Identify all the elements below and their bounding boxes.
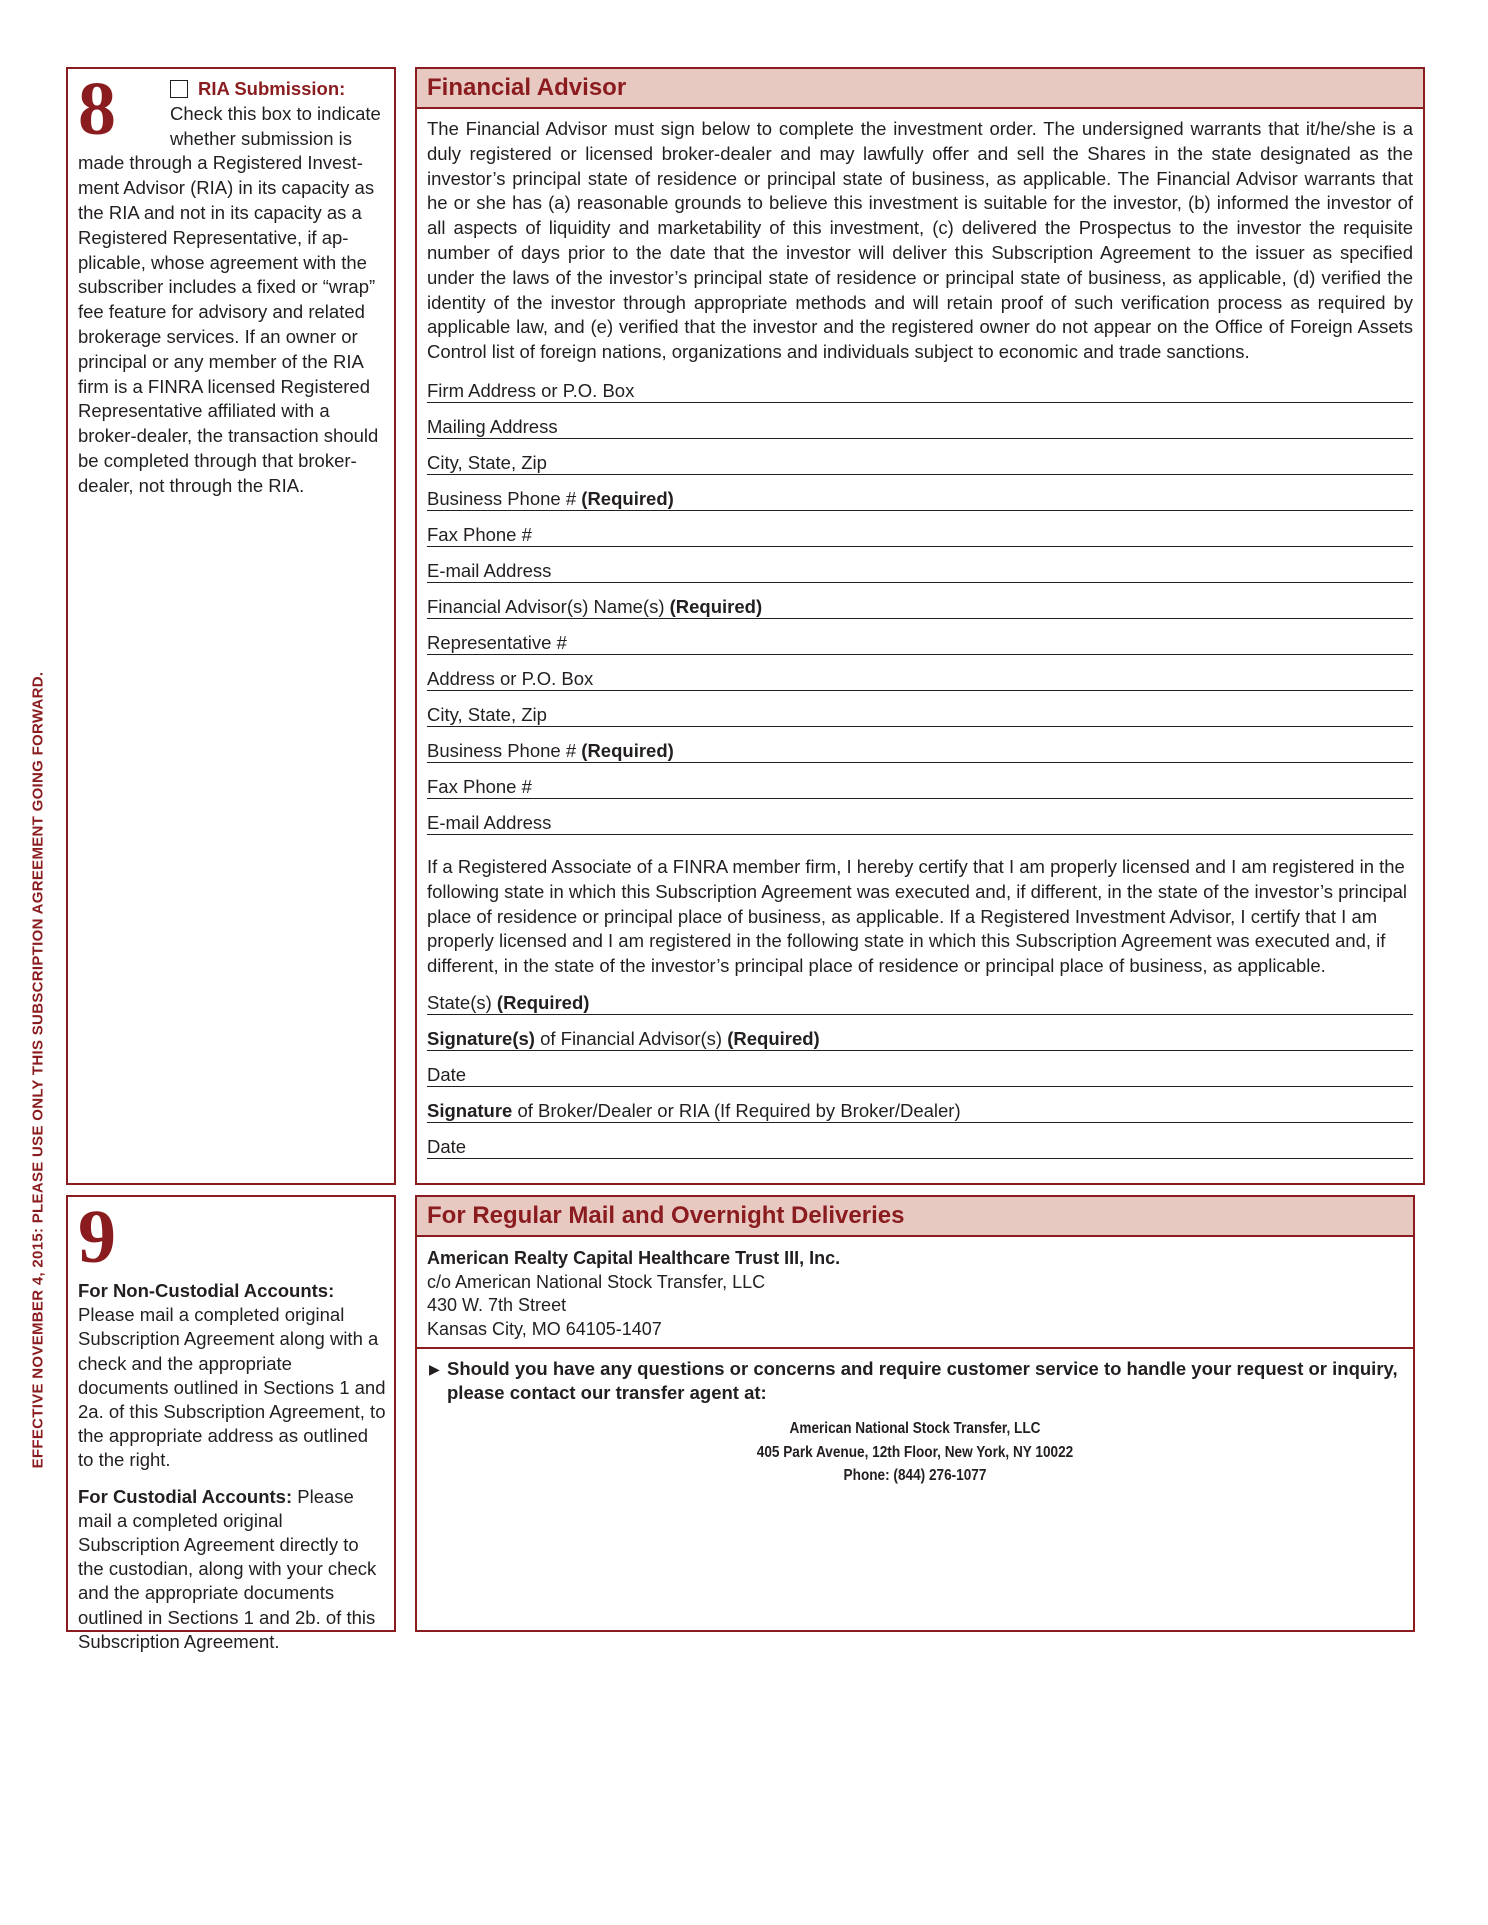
ria-top-text: Check this box to indicate whether submission is (170, 102, 381, 149)
date-label-2: Date (427, 1135, 467, 1157)
arrow-right-icon: ▶ (429, 1361, 440, 1377)
financial-advisor-header: Financial Advisor (417, 69, 1423, 109)
transfer-agent-name: American National Stock Transfer, LLC (789, 1420, 1041, 1437)
states-field[interactable] (427, 979, 1413, 1015)
broker-dealer-signature-field[interactable] (427, 1087, 1413, 1123)
section-9-instructions-panel (66, 1195, 396, 1652)
section-number-9: 9 (78, 1195, 116, 1279)
business-phone-label-2: Business Phone # (427, 739, 577, 761)
of-broker-dealer-label: of Broker/Dealer or RIA (If Required by Broker/Dealer) (517, 1099, 961, 1121)
fax-phone-label-1: Fax Phone # (427, 523, 532, 545)
financial-advisor-intro: The Financial Advisor must sign below to complete the investment order. The undersigned warrants that it/he/she is a duly registered or licensed broker-dealer and may lawfully offer and sell the Shares in the state designated as the investor’s principal state of residence or principal state of business, as applicable. The Financial Advisor warrants that he or she has (a) reasonable grounds to believe this investment is suitable for the investor, (b) informed the investor of all aspects of liquidity and marketability of this investment, (c) delivered the Prospectus to the investor the requisite number of days prior to the date that the investor will deliver this Subscription Agreement to the issuer as specified under the laws of the investor’s principal state of residence or principal state of business, as applicable, (d) verified the identity of the investor through appropriate methods and will retain proof of such verification process as required by applicable law, and (e) verified that the investor and the registered owner do not appear on the Office of Foreign Assets Control list of foreign nations, organizations and individuals subject to economic and trade sanctions. (427, 118, 1413, 363)
city-state-zip-label-2: City, State, Zip (427, 703, 547, 725)
required-tag: (Required) (581, 487, 674, 509)
mailing-address-label: Mailing Address (427, 415, 558, 437)
mail-delivery-panel (415, 1195, 1415, 1632)
noncustodial-label: For Non-Custodial Accounts: (78, 1280, 335, 1301)
mailing-address-field[interactable] (427, 403, 1413, 439)
required-tag: (Required) (669, 595, 763, 617)
ria-submission-title: RIA Submission: (198, 78, 346, 99)
mail-address-line-1: c/o American National Stock Transfer, LLC (427, 1271, 766, 1292)
address-po-box-field[interactable] (427, 655, 1413, 691)
section-number-8: 8 (78, 67, 116, 151)
representative-number-field[interactable] (427, 619, 1413, 655)
firm-address-label: Firm Address or P.O. Box (427, 379, 635, 401)
fax-phone-field-2[interactable] (427, 763, 1413, 799)
signature-label: Signature(s) (427, 1027, 535, 1049)
mailing-address-block (417, 1237, 1413, 1349)
transfer-agent-phone[interactable]: Phone: (844) 276-1077 (843, 1467, 987, 1484)
city-state-zip-field-2[interactable] (427, 691, 1413, 727)
date-label-1: Date (427, 1063, 467, 1085)
trust-name: American Realty Capital Healthcare Trust III, Inc. (427, 1248, 841, 1268)
required-tag: (Required) (727, 1027, 820, 1049)
fax-phone-field-1[interactable] (427, 511, 1413, 547)
business-phone-field-1[interactable] (427, 475, 1413, 511)
email-field-2[interactable] (427, 799, 1413, 835)
mail-address-line-2: 430 W. 7th Street (427, 1295, 567, 1315)
effective-date-notice: EFFECTIVE NOVEMBER 4, 2015: PLEASE USE ONLY THIS SUBSCRIPTION AGREEMENT GOING FORWARD. (29, 671, 47, 1469)
custodial-instructions (78, 1485, 386, 1654)
custodial-text: Please mail a completed original Subscription Agreement directly to the custodian, along with your check and the appropriate documents outlined in Sections 1 and 2b. of this Subscription Agreement. (78, 1485, 377, 1652)
of-financial-advisor-label: of Financial Advisor(s) (540, 1027, 723, 1049)
email-label-2: E-mail Address (427, 811, 552, 833)
noncustodial-text: Please mail a completed original Subscription Agreement along with a check and the appropriate documents outlined in Sections 1 and 2a. of this Subscription Agreement, to the appropriate address as outlined to the right. (78, 1304, 386, 1471)
firm-address-field[interactable] (427, 367, 1413, 403)
mail-delivery-header: For Regular Mail and Overnight Deliveries (417, 1197, 1413, 1237)
advisor-names-field[interactable] (427, 583, 1413, 619)
advisor-names-label: Financial Advisor(s) Name(s) (427, 595, 665, 617)
date-field-1[interactable] (427, 1051, 1413, 1087)
city-state-zip-label-1: City, State, Zip (427, 451, 547, 473)
transfer-agent-block (492, 1417, 1339, 1488)
date-field-2[interactable] (427, 1123, 1413, 1159)
financial-advisor-panel (415, 67, 1425, 1185)
fax-phone-label-2: Fax Phone # (427, 775, 532, 797)
custodial-label: For Custodial Accounts: (78, 1485, 293, 1507)
advisor-signature-field[interactable] (427, 1015, 1413, 1051)
ria-body-text: made through a Registered Invest-ment Advisor (RIA) in its capacity as the RIA and not in its capacity as a Registered Representative, if ap-plicable, whose agreement with the subscriber includes a fixed or “wrap” fee feature for advisory and related brokerage services. If an owner or principal or any member of the RIA firm is a FINRA licensed Registered Representative affiliated with a broker-dealer, the transaction should be completed through that broker-dealer, not through the RIA. (78, 152, 379, 496)
noncustodial-instructions (78, 1279, 386, 1473)
representative-number-label: Representative # (427, 631, 567, 653)
mail-address-line-3: Kansas City, MO 64105-1407 (427, 1318, 662, 1339)
city-state-zip-field-1[interactable] (427, 439, 1413, 475)
section-8-ria-panel (66, 67, 396, 1185)
ria-submission-checkbox[interactable] (170, 80, 188, 98)
transfer-agent-address: 405 Park Avenue, 12th Floor, New York, NY 10022 (756, 1443, 1074, 1461)
email-field-1[interactable] (427, 547, 1413, 583)
business-phone-field-2[interactable] (427, 727, 1413, 763)
states-label: State(s) (427, 991, 492, 1013)
customer-service-text: Should you have any questions or concerns and require customer service to handle your request or inquiry, please contact our transfer agent at: (447, 1358, 1398, 1403)
customer-service-notice (417, 1349, 1413, 1405)
bd-signature-label: Signature (427, 1099, 513, 1121)
business-phone-label-1: Business Phone # (427, 487, 577, 509)
required-tag: (Required) (496, 991, 590, 1013)
email-label-1: E-mail Address (427, 559, 552, 581)
certification-text: If a Registered Associate of a FINRA member firm, I hereby certify that I am properly licensed and I am registered in the following state in which this Subscription Agreement was executed and, if different, in the state of the investor’s principal place of residence or principal place of business, as applicable. If a Registered Investment Advisor, I certify that I am properly licensed and I am registered in the following state in which this Subscription Agreement was executed and, if different, in the state of the investor’s principal place of residence or principal place of business, as applicable. (427, 855, 1408, 977)
address-po-box-label: Address or P.O. Box (427, 667, 594, 689)
required-tag: (Required) (581, 739, 674, 761)
